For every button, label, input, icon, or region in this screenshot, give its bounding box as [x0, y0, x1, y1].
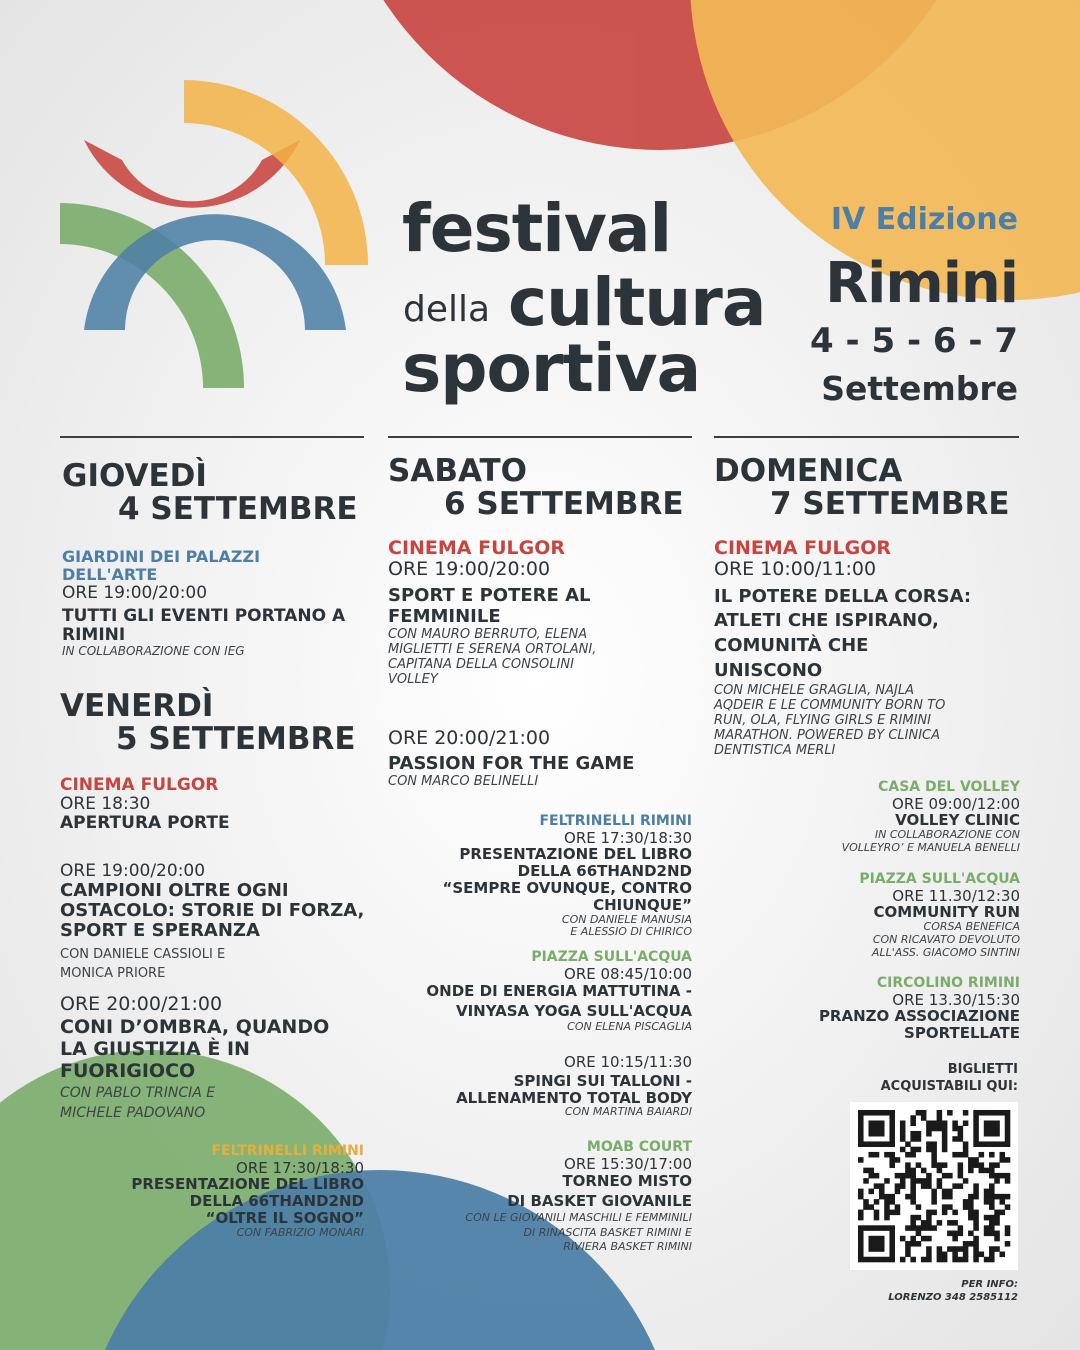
- event-campioni: ORE 19:00/20:00 CAMPIONI OLTRE OGNI OSTACOLO: STORIE DI FORZA, SPORT E SPERANZA CON DANIELE CASSIOLI E MONICA PRIORE: [60, 861, 365, 981]
- event-onde-di-energia: PIAZZA SULL'ACQUA ORE 08:45/10:00 ONDE DI ENERGIA MATTUTINA - VINYASA YOGA SULL'ACQUA CON ELENA PISCAGLIA: [426, 949, 692, 1034]
- divider-col2: [388, 436, 692, 438]
- tickets-label: BIGLIETTI ACQUISTABILI QUI:: [880, 1062, 1018, 1094]
- event-sport-e-potere: CINEMA FULGOR ORE 19:00/20:00 SPORT E POTERE AL FEMMINILE CON MAURO BERRUTO, ELENA MIGLIETTI E SERENA ORTOLANI, CAPITANA DELLA CONSOLINI VOLLEY: [388, 537, 597, 688]
- event-community-run: PIAZZA SULL'ACQUA ORE 11.30/12:30 COMMUNITY RUN CORSA BENEFICA CON RICAVATO DEVOLUTO ALL'ASS. GIACOMO SINTINI: [859, 871, 1020, 959]
- logo-mark: [60, 80, 368, 388]
- title-sportiva: sportiva: [402, 330, 701, 407]
- city-label: Rimini: [825, 251, 1018, 316]
- month-label: Settembre: [821, 369, 1018, 408]
- event-tutti-gli-eventi: GIARDINI DEI PALAZZI DELL'ARTE ORE 19:00/20:00 TUTTI GLI EVENTI PORTANO A RIMINI IN COLLABORAZIONE CON IEG: [62, 547, 346, 658]
- divider-col3: [714, 436, 1019, 438]
- event-coni-dombra: ORE 20:00/21:00 CONI D’OMBRA, QUANDO LA GIUSTIZIA È IN FUORIGIOCO CON PABLO TRINCIA E MICHELE PADOVANO: [60, 993, 330, 1122]
- qr-code[interactable]: [850, 1102, 1018, 1270]
- event-volley-clinic: CASA DEL VOLLEY ORE 09:00/12:00 VOLLEY CLINIC IN COLLABORAZIONE CON VOLLEYRO’ E MANUELA BENELLI: [841, 779, 1020, 854]
- event-il-potere-della-corsa: CINEMA FULGOR ORE 10:00/11:00 IL POTERE DELLA CORSA: ATLETI CHE ISPIRANO, COMUNITÀ CHE UNISCONO CON MICHELE GRAGLIA, NAJLA AQDEIR E LE COMMUNITY BORN TO RUN, OLA, FLYING GIRLS E RIMINI MARATHON. POWERED BY CLINICA DENTISTICA MERLI: [714, 537, 972, 758]
- event-oltre-il-sogno: FELTRINELLI RIMINI ORE 17:30/18:30 PRESENTAZIONE DEL LIBRO DELLA 66THAND2ND “OLTRE IL SOGNO” CON FABRIZIO MONARI: [131, 1143, 364, 1239]
- event-sempre-ovunque: FELTRINELLI RIMINI ORE 17:30/18:30 PRESENTAZIONE DEL LIBRO DELLA 66THAND2ND “SEMPRE OVUNQUE, CONTRO CHIUNQUE” CON DANIELE MANUSIA E ALESSIO DI CHIRICO: [442, 813, 692, 939]
- title-cultura: cultura: [508, 264, 766, 341]
- title-festival: festival: [402, 190, 672, 267]
- days-label: 4 - 5 - 6 - 7: [810, 321, 1018, 361]
- title-della: della: [403, 289, 491, 330]
- day-heading-thursday: GIOVEDÌ 4 SETTEMBRE: [62, 458, 358, 528]
- day-heading-saturday: SABATO 6 SETTEMBRE: [388, 453, 684, 523]
- event-pranzo: CIRCOLINO RIMINI ORE 13.30/15:30 PRANZO ASSOCIAZIONE SPORTELLATE: [818, 975, 1020, 1043]
- event-spingi-sui-talloni: ORE 10:15/11:30 SPINGI SUI TALLONI - ALLENAMENTO TOTAL BODY CON MARTINA BAIARDI: [456, 1053, 692, 1119]
- event-torneo-misto: MOAB COURT ORE 15:30/17:00 TORNEO MISTO DI BASKET GIOVANILE CON LE GIOVANILI MASCHILI E FEMMINILI DI RINASCITA BASKET RIMINI E RIVIERA BASKET RIMINI: [465, 1139, 692, 1254]
- day-heading-friday: VENERDÌ 5 SETTEMBRE: [60, 688, 356, 758]
- event-apertura-porte: CINEMA FULGOR ORE 18:30 APERTURA PORTE: [60, 775, 230, 834]
- day-heading-sunday: DOMENICA 7 SETTEMBRE: [714, 453, 1010, 523]
- edition-label: IV Edizione: [830, 202, 1018, 237]
- divider-col1: [60, 436, 364, 438]
- event-passion-for-the-game: ORE 20:00/21:00 PASSION FOR THE GAME CON MARCO BELINELLI: [388, 727, 635, 790]
- info-contact: PER INFO: LORENZO 348 2585112: [888, 1279, 1018, 1303]
